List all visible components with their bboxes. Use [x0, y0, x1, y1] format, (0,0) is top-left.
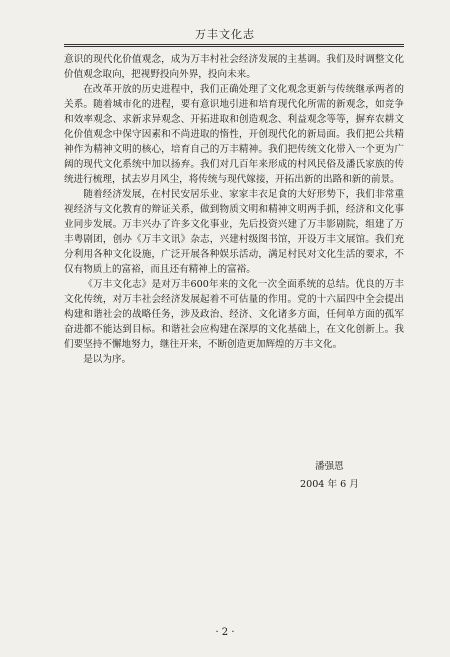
paragraph: 随着经济发展，在村民安居乐业、家家丰衣足食的大好形势下，我们非常重视经济与文化教育的辩证关系，做到物质文明和精神文明两手抓，经济和文化事业同步发展。万丰兴办了许多文化事业，先后投资兴建了万丰影剧院，组建了万丰粤剧团，创办《万丰文讯》杂志，兴建村级图书馆，开设万丰文展馆。我们充分利用各种文化设施，广泛开展各种娱乐活动，满足村民对文化生活的要求，不仅有物质上的富裕，而且还有精神上的富裕。 — [64, 189, 404, 275]
body-text — [64, 52, 404, 367]
paragraph-closing: 是以为序。 — [83, 354, 132, 365]
running-header-title: 万丰文化志 — [195, 28, 255, 41]
paragraph: 《万丰文化志》是对万丰600年来的文化一次全面系统的总结。优良的万丰文化传统，对万丰社会经济发展起着不可估量的作用。党的十六届四中全会提出构建和谐社会的战略任务，涉及政治、经济、文化诸多方面，任何单方面的孤军奋进都不能达到目标。和谐社会应构建在深厚的文化基础上，在文化创新上。我们要坚持不懈地努力，继往开来，不断创造更加辉煌的万丰文化。 — [64, 279, 404, 350]
signature-date: 2004 年 6 月 — [300, 479, 359, 490]
paragraph: 在改革开放的历史进程中，我们正确处理了文化观念更新与传统继承两者的关系。随着城市化的进程，要有意识地引进和培育现代化所需的新观念，如竞争和效率观念、求新求异观念、开拓进取和创造观念、利益观念等等，摒弃农耕文化价值观念中保守因素和不尚进取的惰性，开创现代化的新局面。我们把公共精神作为精神文明的核心，培育自己的万丰精神。我们把传统文化带入一个更为广阔的现代文化系统中加以扬弃。我们对几百年来形成的村风民俗及潘氏家族的传统进行梳理，拭去岁月风尘，将传统与现代嫁接，开拓出新的出路和新的前景。 — [64, 84, 404, 185]
paragraph-continuation: 意识的现代化价值观念，成为万丰村社会经济发展的主基调。我们及时调整文化价值观念取向，把视野投向外界，投向未来。 — [64, 54, 404, 80]
header-divider — [64, 44, 404, 47]
page-number: · 2 · — [215, 627, 235, 638]
author-signature: 潘强恩 — [315, 461, 344, 472]
